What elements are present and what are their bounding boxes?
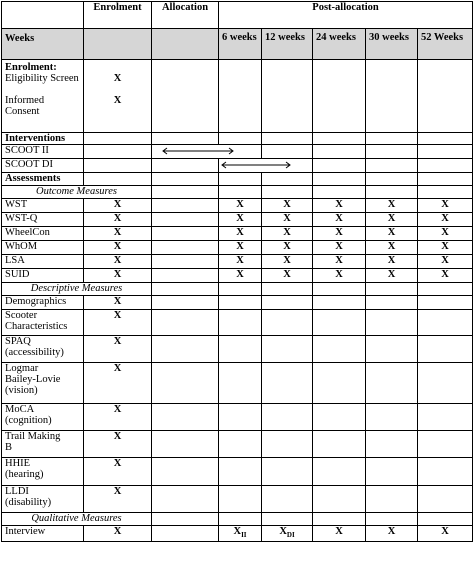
outcome-measure-mark: X [219,227,262,241]
outcome-measure-mark: X [84,241,152,255]
descriptive-measure-label [2,431,84,458]
outcome-measure-mark: X [418,255,473,269]
descriptive-measure-mark: X [84,296,152,310]
week-24-label: 24 weeks [313,29,366,60]
outcome-measure-label: WheelCon [2,227,84,241]
empty-cell [219,186,262,199]
empty-cell [418,310,473,336]
descriptive-measure-mark: X [84,336,152,363]
empty-cell [219,133,262,145]
outcome-measure-mark: X [418,269,473,283]
table-row [2,336,473,363]
descriptive-measure-label-line: (cognition) [5,415,52,426]
outcome-measure-mark: X [219,213,262,227]
outcome-measure-mark: X [219,255,262,269]
outcome-measure-mark: X [418,241,473,255]
week-52-label: 52 Weeks [418,29,473,60]
qualitative-week-24-mark: X [313,526,366,542]
week-6-label: 6 weeks [219,29,262,60]
table-row [2,310,473,336]
empty-cell [418,296,473,310]
descriptive-measure-label-line: (vision) [5,385,38,396]
header-row-weeks [2,29,473,60]
descriptive-measure-label [2,486,84,513]
outcome-measure-mark [152,269,219,283]
qualitative-enrolment-mark: X [84,526,152,542]
enrolment-section-marks [84,60,152,133]
descriptive-measure-mark: X [84,458,152,486]
week-30-label: 30 weeks [366,29,418,60]
empty-cell [152,186,219,199]
header-empty-cell [2,2,84,29]
descriptive-measure-mark: X [84,404,152,431]
empty-cell [262,310,313,336]
outcome-measure-mark: X [262,227,313,241]
table-row [2,526,473,542]
empty-cell [152,133,219,145]
outcome-measure-mark: X [219,269,262,283]
outcome-measure-mark: X [313,255,366,269]
empty-cell [152,283,219,296]
empty-cell [313,404,366,431]
outcome-measure-mark: X [313,199,366,213]
outcome-measure-mark: X [262,213,313,227]
qualitative-week-12-sub: DI [286,531,295,540]
header-enrolment: Enrolment [84,2,152,29]
descriptive-measure-mark: X [84,363,152,404]
empty-cell [366,336,418,363]
assessments-title: Assessments [2,173,84,186]
empty-cell [152,458,219,486]
empty-cell [262,486,313,513]
outcome-measure-label: LSA [2,255,84,269]
table-row [2,255,473,269]
empty-cell [152,486,219,513]
outcome-measure-mark: X [84,199,152,213]
descriptive-measures-title: Descriptive Measures [2,283,152,296]
header-post-allocation: Post-allocation [219,2,473,29]
outcome-measure-label: WhOM [2,241,84,255]
descriptive-measure-label-line: (disability) [5,497,52,508]
outcome-measure-mark [152,227,219,241]
descriptive-measure-label-line: Trail Making [5,431,61,442]
descriptive-measure-label-line: HHIE [5,458,31,469]
descriptive-measure-label-line: (hearing) [5,469,44,480]
outcome-measure-mark: X [366,199,418,213]
empty-cell [313,486,366,513]
empty-cell [262,363,313,404]
scoot-di-label: SCOOT DI [2,159,84,173]
empty-cell [262,296,313,310]
descriptive-measure-label-line: (accessibility) [5,347,64,358]
qualitative-week-12-main: X [279,526,287,537]
outcome-measure-mark: X [313,227,366,241]
empty-cell [418,60,473,133]
header-row-phases [2,2,473,29]
descriptive-measure-label [2,336,84,363]
empty-cell [219,431,262,458]
qualitative-measures-title-row [2,513,473,526]
descriptive-measure-label-line: SPAQ [5,336,31,347]
empty-cell [313,513,366,526]
empty-cell [418,283,473,296]
descriptive-measures-title-row [2,283,473,296]
outcome-measure-label: WST [2,199,84,213]
empty-cell [366,173,418,186]
descriptive-measure-mark: X [84,310,152,336]
empty-cell [152,404,219,431]
empty-cell [418,513,473,526]
outcome-measure-mark: X [84,227,152,241]
descriptive-measure-label-line: Bailey-Lovie [5,374,61,385]
descriptive-measure-label-line: LLDI [5,486,29,497]
outcome-measure-mark: X [366,255,418,269]
empty-cell [219,363,262,404]
empty-cell [152,363,219,404]
outcome-measure-mark [152,199,219,213]
empty-cell [152,173,219,186]
empty-cell [418,486,473,513]
outcome-measure-mark: X [262,255,313,269]
empty-cell [366,296,418,310]
outcome-measure-mark: X [418,227,473,241]
weeks-label: Weeks [2,29,84,60]
empty-cell [418,431,473,458]
outcome-measure-label: WST-Q [2,213,84,227]
empty-cell [313,186,366,199]
empty-cell [366,458,418,486]
empty-cell [366,133,418,145]
outcome-measures-body [2,199,473,283]
empty-cell [219,336,262,363]
empty-cell [152,526,219,542]
outcome-measure-mark: X [418,199,473,213]
outcome-measure-mark: X [84,255,152,269]
week-12-label: 12 weeks [262,29,313,60]
outcome-measure-mark: X [262,269,313,283]
empty-cell [84,133,152,145]
empty-cell [262,283,313,296]
outcome-measure-mark: X [219,241,262,255]
empty-cell [366,310,418,336]
empty-cell [313,133,366,145]
empty-cell [152,310,219,336]
descriptive-measure-label [2,310,84,336]
qualitative-week-12-mark [262,526,313,542]
empty-cell [313,60,366,133]
empty-cell [418,159,473,173]
empty-cell [313,296,366,310]
weeks-allocation-cell [152,29,219,60]
empty-cell [313,363,366,404]
qualitative-week-6-main: X [233,526,242,537]
descriptive-measure-label-line: Demographics [5,296,67,307]
empty-cell [366,363,418,404]
empty-cell [262,336,313,363]
empty-cell [366,513,418,526]
outcome-measure-mark: X [366,241,418,255]
table-row [2,404,473,431]
table-row [2,431,473,458]
outcome-measure-mark: X [84,269,152,283]
outcome-measure-mark: X [84,213,152,227]
empty-cell [418,133,473,145]
header-allocation: Allocation [152,2,219,29]
descriptive-measure-label [2,296,84,310]
table-row [2,269,473,283]
empty-cell [262,186,313,199]
outcome-measures-title-row [2,186,473,199]
empty-cell [152,336,219,363]
empty-cell [152,159,219,173]
enrolment-section-row [2,60,473,133]
empty-cell [313,159,366,173]
empty-cell [418,363,473,404]
empty-cell [152,431,219,458]
outcome-measure-mark: X [366,269,418,283]
empty-cell [418,458,473,486]
table-row [2,213,473,227]
table-row [2,227,473,241]
qualitative-week-52-mark: X [418,526,473,542]
empty-cell [313,145,366,159]
outcome-measure-mark [152,213,219,227]
table-row [2,241,473,255]
enrolment-section-title: Enrolment: [5,62,57,73]
empty-cell [313,173,366,186]
eligibility-screen-mark: X [113,73,122,84]
descriptive-measure-label [2,458,84,486]
spirit-schedule-table-body [1,198,473,542]
empty-cell [262,133,313,145]
qualitative-measure-label: Interview [2,526,84,542]
descriptive-measure-label-line: Logmar [5,363,39,374]
empty-cell [219,60,262,133]
weeks-enrolment-cell [84,29,152,60]
eligibility-screen-label: Eligibility Screen [5,73,79,84]
empty-cell [262,173,313,186]
empty-cell [219,173,262,186]
qualitative-measures-body [2,513,473,542]
empty-cell [366,186,418,199]
outcome-measure-mark: X [262,199,313,213]
descriptive-measure-label [2,363,84,404]
outcome-measure-mark: X [313,213,366,227]
empty-cell [84,145,152,159]
empty-cell [219,458,262,486]
outcome-measure-mark [152,255,219,269]
empty-cell [152,513,219,526]
outcome-measure-mark [152,241,219,255]
empty-cell [84,173,152,186]
empty-cell [418,173,473,186]
qualitative-week-6-mark [219,526,262,542]
interventions-title-row [2,133,473,145]
empty-cell [313,431,366,458]
outcome-measure-mark: X [418,213,473,227]
enrolment-section-labels [2,60,84,133]
descriptive-measure-label [2,404,84,431]
empty-cell [313,458,366,486]
empty-cell [219,404,262,431]
table-row [2,199,473,213]
scoot-di-double-arrow-icon [221,161,291,169]
scoot-ii-double-arrow-icon [162,147,234,155]
empty-cell [152,60,219,133]
informed-consent-mark: X [113,95,122,106]
descriptive-measure-label-line: Scooter [5,310,38,321]
empty-cell [262,513,313,526]
table-row [2,458,473,486]
scoot-ii-row [2,145,473,159]
empty-cell [262,145,313,159]
empty-cell [219,283,262,296]
empty-cell [313,310,366,336]
scoot-di-span-cell [219,159,313,173]
empty-cell [366,431,418,458]
descriptive-measures-body [2,283,473,513]
empty-cell [313,336,366,363]
empty-cell [418,145,473,159]
empty-cell [366,486,418,513]
empty-cell [152,296,219,310]
outcome-measure-mark: X [366,213,418,227]
empty-cell [262,458,313,486]
empty-cell [366,60,418,133]
outcome-measure-mark: X [313,269,366,283]
empty-cell [366,145,418,159]
descriptive-measure-mark: X [84,486,152,513]
descriptive-measure-label-line: Characteristics [5,321,68,332]
outcome-measure-label: SUID [2,269,84,283]
interventions-title: Interventions [2,133,84,145]
qualitative-week-6-sub: II [241,531,247,540]
empty-cell [219,513,262,526]
empty-cell [418,186,473,199]
empty-cell [366,283,418,296]
empty-cell [366,159,418,173]
scoot-ii-label: SCOOT II [2,145,84,159]
descriptive-measure-label-line: B [5,442,13,453]
empty-cell [219,486,262,513]
empty-cell [262,431,313,458]
empty-cell [418,336,473,363]
spirit-schedule-table [1,1,473,199]
scoot-ii-span-cell [152,145,262,159]
descriptive-measure-mark: X [84,431,152,458]
table-row [2,363,473,404]
qualitative-week-30-mark: X [366,526,418,542]
empty-cell [366,404,418,431]
empty-cell [219,296,262,310]
empty-cell [418,404,473,431]
empty-cell [313,283,366,296]
empty-cell [262,60,313,133]
outcome-measure-mark: X [219,199,262,213]
qualitative-measures-title: Qualitative Measures [2,513,152,526]
table-row [2,296,473,310]
table-row [2,486,473,513]
outcome-measure-mark: X [366,227,418,241]
outcome-measure-mark: X [313,241,366,255]
outcome-measure-mark: X [262,241,313,255]
scoot-di-row [2,159,473,173]
empty-cell [219,310,262,336]
outcome-measures-title: Outcome Measures [2,186,152,199]
empty-cell [262,404,313,431]
empty-cell [84,159,152,173]
descriptive-measure-label-line: MoCA [5,404,35,415]
assessments-title-row [2,173,473,186]
informed-consent-label: Informed Consent [5,95,45,117]
